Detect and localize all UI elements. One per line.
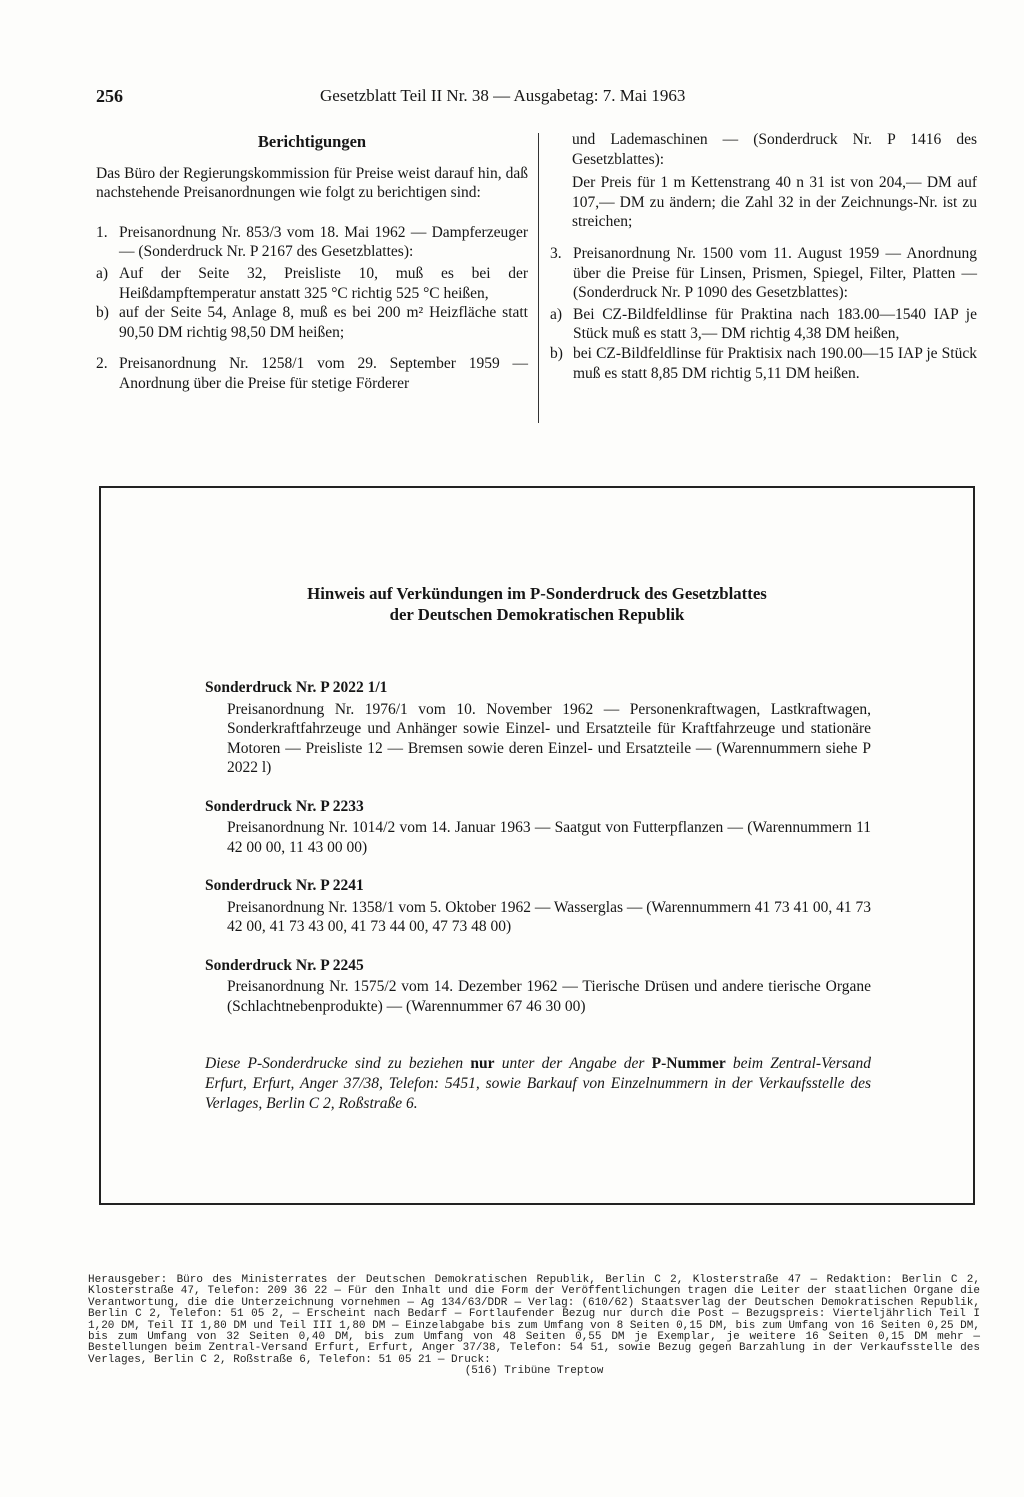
notice-text: Diese P-Sonderdrucke sind zu beziehen — [205, 1055, 464, 1072]
hinweis-title-line-1: Hinweis auf Verkündungen im P-Sonderdruck des Gesetzblattes — [307, 584, 767, 603]
notice-text: unter der Angabe der — [501, 1055, 645, 1072]
item-2-continuation: und Lademaschinen — (Sonderdruck Nr. P 1416 des Gesetzblattes): — [572, 131, 977, 168]
sub-label: b) — [550, 344, 563, 362]
notice-emphasis: P-Nummer — [651, 1055, 726, 1072]
correction-item-3 — [550, 244, 977, 303]
sonderdruck-entry — [205, 956, 871, 1017]
notice-emphasis: nur — [470, 1055, 495, 1072]
imprint — [88, 1275, 980, 1378]
sonderdruck-list — [205, 678, 871, 1035]
sonderdruck-description: Preisanordnung Nr. 1976/1 vom 10. November 1962 — Personenkraftwagen, Lastkraftwagen, Sonderkraftfahrzeuge und Anhänger sowie Einzel- und Ersatzteile für Kraftfahrzeuge und stationäre Motoren — Preisliste 12 — Bremsen sowie deren Einzel- und Ersatzteile — (Warennummern siehe P 2022 l) — [227, 700, 871, 776]
page-header — [96, 86, 881, 110]
correction-item-1 — [96, 223, 528, 262]
sonderdruck-heading: Sonderdruck Nr. P 2022 1/1 — [205, 679, 388, 696]
hinweis-box — [99, 486, 975, 1205]
column-divider — [538, 133, 539, 423]
berichtigungen-intro: Das Büro der Regierungskommission für Preise weist darauf hin, daß nachstehende Preisanordnungen wie folgt zu berichtigen sind: — [96, 164, 528, 202]
item-number: 3. — [550, 244, 562, 262]
sonderdruck-heading: Sonderdruck Nr. P 2233 — [205, 797, 364, 815]
page-number: 256 — [96, 86, 123, 106]
sonderdruck-entry — [205, 678, 871, 778]
correction-item-1b — [96, 303, 528, 342]
correction-item-3b — [550, 344, 977, 383]
notice-text: beim Zentral-Versand Erfurt, Erfurt, Anger 37/38, Telefon: 5451, sowie Barkauf von Einzelnummern in der Verkaufsstelle des Verlages, Berlin C 2, Roßstraße 6. — [205, 1055, 872, 1112]
correction-item-3a — [550, 305, 977, 344]
sonderdruck-entry — [205, 876, 871, 937]
correction-item-2 — [96, 354, 528, 393]
imprint-text: Herausgeber: Büro des Ministerrates der Deutschen Demokratischen Republik, Berlin C 2, Klosterstraße 47 — Redaktion: Berlin C 2, Klosterstraße 47, Telefon: 209 36 22 — Für den Inhalt und die Form der Veröffentlichungen tragen die Leiter der staatlichen Organe die Verantwortung, die die Unterzeichnung vornehmen — Ag 134/63/DDR — Verlag: (610/62) Staatsverlag der Deutschen Demokratischen Republik, Berlin C 2, Telefon: 51 05 2, — Erscheint nach Bedarf — Fortlaufender Bezug nur durch die Post — Bezugspreis: Vierteljährlich Teil I 1,20 DM, Teil II 1,80 DM und Teil III 1,80 DM — Einzelabgabe bis zum Umfang von 8 Seiten 0,15 DM, bis zum Umfang von 16 Seiten 0,25 DM, bis zum Umfang von 32 Seiten 0,40 DM, bis zum Umfang von 48 Seiten 0,55 DM je Exemplar, je weitere 16 Seiten 0,15 DM mehr — Bestellungen beim Zentral-Versand Erfurt, Erfurt, Anger 37/38, Telefon: 54 51, sowie Bezug gegen Barzahlung in der Verkaufsstelle des Verlages, Berlin C 2, Roßstraße 6, Telefon: 51 05 21 — Druck: — [88, 1274, 980, 1366]
right-column — [550, 130, 977, 383]
ordering-notice — [205, 1054, 871, 1114]
sonderdruck-entry — [205, 797, 871, 858]
correction-item-1a — [96, 264, 528, 303]
sonderdruck-description: Preisanordnung Nr. 1358/1 vom 5. Oktober 1962 — Wasserglas — (Warennummern 41 73 41 00, 41 73 42 00, 41 73 43 00, 41 73 44 00, 47 73 48 00) — [227, 898, 871, 935]
item-text: Preisanordnung Nr. 1500 vom 11. August 1959 — Anordnung über die Preise für Linsen, Prismen, Spiegel, Filter, Platten — (Sonderdruck Nr. P 1090 des Gesetzblattes): — [573, 244, 977, 302]
sub-text: Bei CZ-Bildfeldlinse für Praktina nach 183.00—1540 IAP je Stück muß es statt 3,— DM richtig 4,38 DM heißen, — [573, 305, 977, 343]
item-text: Preisanordnung Nr. 1258/1 vom 29. September 1959 — Anordnung über die Preise für stetige Förderer — [119, 355, 528, 392]
sub-label: a) — [550, 305, 563, 323]
item-2-correction: Der Preis für 1 m Kettenstrang 40 n 31 ist von 204,— DM auf 107,— DM zu ändern; die Zahl 32 in der Zeichnungs-Nr. ist zu streichen; — [572, 174, 977, 231]
sonderdruck-heading: Sonderdruck Nr. P 2245 — [205, 956, 364, 974]
sub-text: Auf der Seite 32, Preisliste 10, muß es bei der Heißdampftemperatur anstatt 325 °C richtig 525 °C heißen, — [119, 264, 528, 302]
running-title: Gesetzblatt Teil II Nr. 38 — Ausgabetag: 7. Mai 1963 — [320, 86, 686, 105]
sonderdruck-description: Preisanordnung Nr. 1575/2 vom 14. Dezember 1962 — Tierische Drüsen und andere tierische Organe (Schlachtnebenprodukte) — (Warennummer 67 46 30 00) — [227, 978, 871, 1015]
sub-text: auf der Seite 54, Anlage 8, muß es bei 200 m² Heizfläche statt 90,50 DM richtig 98,50 DM heißen; — [119, 304, 528, 341]
sub-text: bei CZ-Bildfeldlinse für Praktisix nach 190.00—15 IAP je Stück muß es statt 8,85 DM richtig 5,11 DM heißen. — [573, 344, 977, 382]
berichtigungen-title: Berichtigungen — [257, 132, 367, 151]
sonderdruck-heading: Sonderdruck Nr. P 2241 — [205, 877, 364, 894]
hinweis-title-line-2: der Deutschen Demokratischen Republik — [389, 605, 685, 624]
sub-label: b) — [96, 304, 109, 322]
imprint-printer: (516) Tribüne Treptow — [464, 1365, 604, 1378]
sub-label: a) — [96, 264, 109, 282]
item-text: Preisanordnung Nr. 853/3 vom 18. Mai 1962 — Dampferzeuger — (Sonderdruck Nr. P 2167 des Gesetzblattes): — [119, 223, 528, 261]
hinweis-title — [101, 583, 973, 625]
item-number: 2. — [96, 355, 108, 373]
left-column — [96, 130, 528, 396]
item-number: 1. — [96, 223, 108, 241]
sonderdruck-description: Preisanordnung Nr. 1014/2 vom 14. Januar 1963 — Saatgut von Futterpflanzen — (Warennummern 11 42 00 00, 11 43 00 00) — [227, 819, 871, 856]
